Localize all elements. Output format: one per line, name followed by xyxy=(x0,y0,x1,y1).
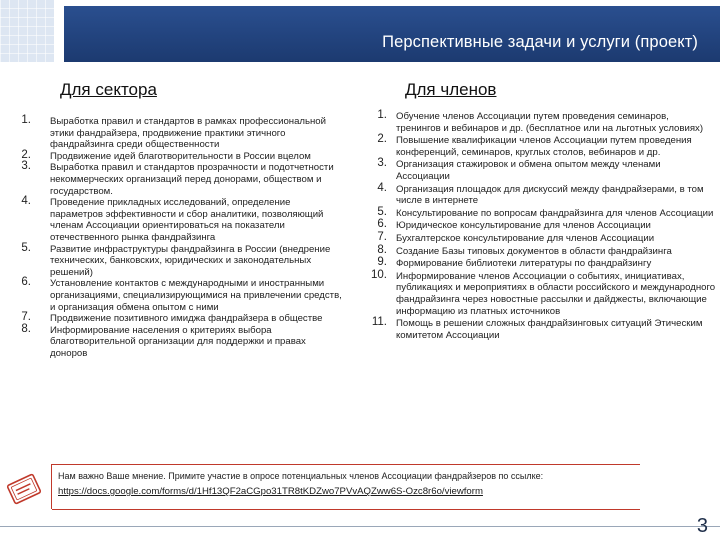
member-service-item-text: Обучение членов Ассоциации путем проведения семинаров, тренингов и вебинаров и др. (бесплатное или на льготных условиях) xyxy=(396,111,704,134)
member-service-item-text: Консультирование по вопросам фандрайзинга для членов Ассоциации xyxy=(396,207,714,219)
member-service-item-8 xyxy=(366,243,716,258)
sector-task-item-number: 7. xyxy=(21,311,31,324)
title-bar xyxy=(64,6,720,62)
member-service-item-2 xyxy=(366,135,716,158)
member-service-item-11 xyxy=(366,318,716,341)
page-number: 3 xyxy=(696,515,708,537)
member-service-item-4 xyxy=(366,181,716,207)
sector-task-item-1 xyxy=(19,116,344,151)
member-service-item-number: 4. xyxy=(377,181,387,194)
sector-task-item-text: Выработка правил и стандартов прозрачности и подотчетности некоммерческих организаций перед донорами, обществом и государством. xyxy=(50,162,334,197)
sector-task-item-text: Развитие инфраструктуры фандрайзинга в России (внедрение технических, банковских, юридических и законодательных решений) xyxy=(50,243,331,278)
member-service-list xyxy=(366,111,716,341)
member-service-item-number: 7. xyxy=(377,230,387,243)
decorative-grid-strip xyxy=(0,0,54,62)
sector-task-item-6 xyxy=(19,278,344,313)
survey-link[interactable]: https://docs.google.com/forms/d/1Hf13QF2aCGpo31TR8tKDZwo7PVvAQZww6S-Ozc8r6o/viewform xyxy=(58,486,483,497)
sector-task-item-number: 3. xyxy=(21,160,31,173)
member-service-item-9 xyxy=(366,258,716,270)
members-heading: Для членов xyxy=(405,80,497,99)
sector-task-item-number: 4. xyxy=(21,195,31,208)
sector-task-item-text: Установление контактов с международными и иностранными организациями, специализирующимися на привлечении средств, и организация обмена опытом с ними xyxy=(50,278,342,313)
member-service-item-6 xyxy=(366,220,716,232)
member-service-item-text: Повышение квалификации членов Ассоциации путем проведения конференций, семинаров, круглых столов, вебинаров и др. xyxy=(396,135,692,158)
member-service-item-number: 5. xyxy=(377,205,387,218)
member-service-item-text: Юридическое консультирование для членов Ассоциации xyxy=(396,220,651,232)
member-service-item-text: Формирование библиотеки литературы по фандрайзингу xyxy=(396,258,652,270)
sector-task-item-number: 1. xyxy=(21,114,31,126)
feedback-stamp-icon xyxy=(4,469,44,509)
sector-task-item-text: Проведение прикладных исследований, определение параметров эффективности и сбор аналитики, позволяющий членам Ассоциации ориентироваться на показатели отечественного рынка фандрайзинга xyxy=(50,197,324,243)
member-service-item-number: 10. xyxy=(371,268,387,281)
sector-task-item-4 xyxy=(19,197,344,243)
sector-task-item-text: Выработка правил и стандартов в рамках профессиональной этики фандрайзера, продвижение практики этичного фандрайзинга среди общественности xyxy=(50,116,326,151)
member-service-item-text: Организация стажировок и обмена опытом между членами Ассоциации xyxy=(396,159,661,182)
member-service-item-1 xyxy=(366,111,716,134)
sector-task-item-number: 6. xyxy=(21,276,31,289)
footer-divider xyxy=(0,526,720,527)
member-service-item-text: Бухгалтерское консультирование для членов Ассоциации xyxy=(396,232,655,244)
member-service-item-10 xyxy=(366,268,716,317)
page-title: Перспективные задачи и услуги (проект) xyxy=(382,33,698,51)
sector-task-item-number: 2. xyxy=(21,148,31,161)
feedback-block xyxy=(0,462,720,516)
feedback-text xyxy=(58,470,638,498)
member-service-item-3 xyxy=(366,159,716,182)
sector-task-item-number: 8. xyxy=(21,322,31,335)
member-service-item-5 xyxy=(366,205,716,220)
sector-task-item-8 xyxy=(19,322,344,360)
member-service-item-text: Помощь в решении сложных фандрайзинговых ситуаций Этическим комитетом Ассоциации xyxy=(396,318,703,341)
member-service-item-number: 11. xyxy=(371,316,387,329)
sector-task-item-2 xyxy=(19,148,344,163)
sector-task-list xyxy=(19,116,344,359)
sector-heading: Для сектора xyxy=(60,80,157,99)
member-service-item-number: 2. xyxy=(377,133,387,146)
member-service-item-number: 6. xyxy=(377,218,387,231)
member-service-item-text: Создание Базы типовых документов в области фандрайзинга xyxy=(396,245,672,257)
sector-task-item-5 xyxy=(19,241,344,279)
sector-task-item-3 xyxy=(19,162,344,197)
member-service-item-7 xyxy=(366,230,716,245)
member-service-item-number: 9. xyxy=(377,256,387,269)
member-service-item-number: 3. xyxy=(377,157,387,170)
member-service-item-number: 1. xyxy=(377,109,387,121)
member-service-item-text: Информирование членов Ассоциации о событиях, инициативах, публикациях и мероприятиях в области российского и международного фандрайзинга через новостные рассылки и дайджесты, включающие информацию из платных источников xyxy=(396,270,716,317)
sector-task-item-text: Продвижение позитивного имиджа фандрайзера в обществе xyxy=(50,313,323,325)
sector-task-item-7 xyxy=(19,313,344,325)
sector-task-item-text: Информирование населения о критериях выбора благотворительной организации для поддержки и правах доноров xyxy=(50,324,306,359)
member-service-item-text: Организация площадок для дискуссий между фандрайзерами, в том числе в интернете xyxy=(396,183,704,207)
sector-task-item-number: 5. xyxy=(21,241,31,254)
feedback-message: Нам важно Ваше мнение. Примите участие в опросе потенциальных членов Ассоциации фандрайзеров по ссылке: xyxy=(58,471,544,481)
sector-task-item-text: Продвижение идей благотворительности в России вцелом xyxy=(50,150,311,162)
member-service-item-number: 8. xyxy=(377,243,387,256)
